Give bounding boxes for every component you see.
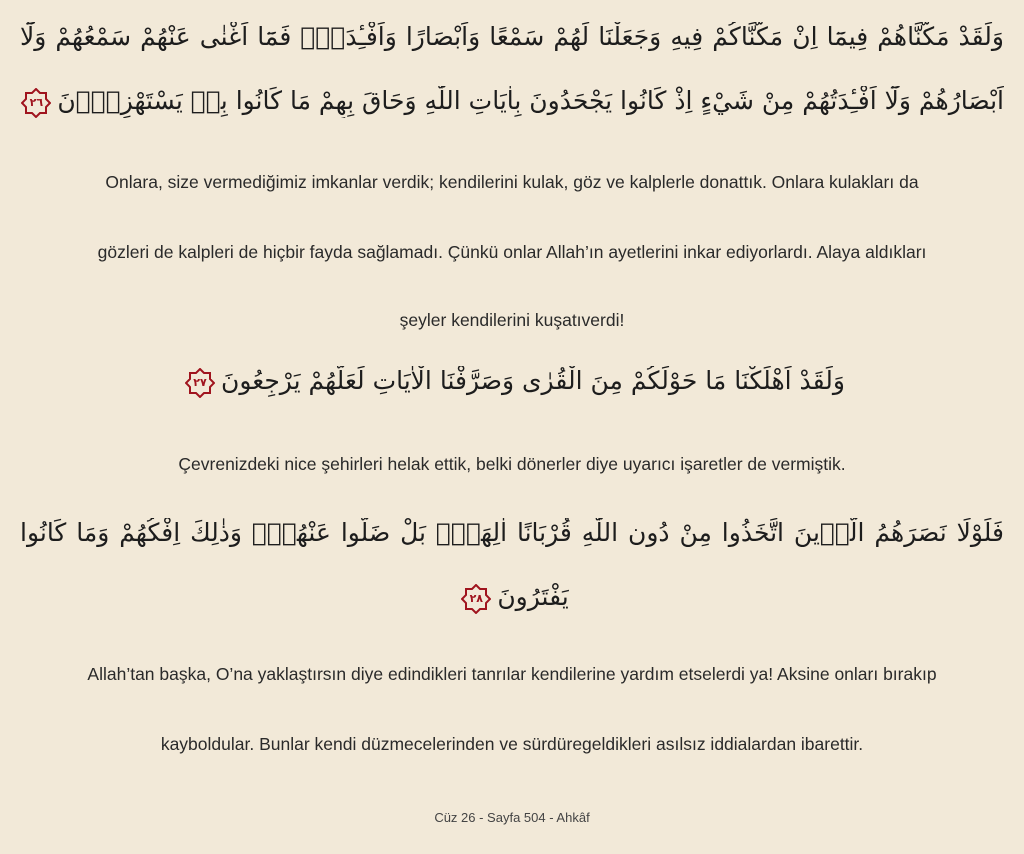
page-footer: Cüz 26 - Sayfa 504 - Ahkâf (434, 810, 590, 825)
verse-26-arabic-line-2: اَبْصَارُهُمْ وَلَٓا اَفْـِٔدَتُهُمْ مِنْ شَيْءٍ اِذْ كَانُوا يَجْحَدُونَ بِاٰيَاتِ اللّٰهِ وَحَاقَ بِهِمْ مَا كَانُوا بِه۪ يَسْتَهْزِؤُ۫نَ ٢٦ (20, 86, 1004, 118)
verse-27-number: ٢٧ (193, 375, 207, 389)
verse-27-arabic-line-1: وَلَقَدْ اَهْلَكْنَا مَا حَوْلَكُمْ مِنَ الْقُرٰى وَصَرَّفْنَا الْاٰيَاتِ لَعَلَّهُمْ يَرْجِعُونَ ٢٧ (20, 366, 1004, 398)
verse-28-arabic-line-2: يَفْتَرُونَ ٢٨ (20, 582, 1004, 614)
verse-28-translation-line-1: Allah’tan başka, O’na yaklaştırsın diye edindikleri tanrılar kendilerine yardım etselerdi ya! Aksine onları bırakıp (87, 664, 937, 684)
verse-26-number: ٢٦ (29, 95, 44, 109)
verse-28-arabic-line-1: فَلَوْلَا نَصَرَهُمُ الَّذ۪ينَ اتَّخَذُوا مِنْ دُونِ اللّٰهِ قُرْبَانًا اٰلِهَةًۜ بَلْ ضَلُّوا عَنْهُمْۚ وَذٰلِكَ اِفْكُهُمْ وَمَا كَانُوا (20, 518, 1004, 547)
verse-26-translation-line-3: şeyler kendilerini kuşatıverdi! (399, 310, 625, 330)
verse-end-marker-icon (21, 88, 51, 118)
verse-end-marker-icon (185, 368, 215, 398)
verse-27-translation-line-1: Çevrenizdeki nice şehirleri helak ettik, belki dönerler diye uyarıcı işaretler de vermiştik. (178, 454, 846, 474)
verse-28-number: ٢٨ (469, 591, 484, 605)
verse-28-translation-line-2: kayboldular. Bunlar kendi düzmecelerinden ve sürdüregeldikleri asılsız iddialardan ibarettir. (160, 734, 864, 754)
verse-end-marker-icon (461, 584, 491, 614)
verse-26-translation-line-2: gözleri de kalpleri de hiçbir fayda sağlamadı. Çünkü onlar Allah’ın ayetlerini inkar ediyorlardı. Alaya aldıkları (97, 242, 927, 262)
verse-26-translation-line-1: Onlara, size vermediğimiz imkanlar verdik; kendilerini kulak, göz ve kalplerle donattık. Onlara kulakları da (105, 172, 919, 192)
verse-26-arabic-line-1: وَلَقَدْ مَكَّنَّاهُمْ فِيمَٓا اِنْ مَكَّنَّاكُمْ فِيهِ وَجَعَلْنَا لَهُمْ سَمْعًا وَاَبْصَارًا وَاَفْـِٔدَةًۘ فَمَٓا اَغْنٰى عَنْهُمْ سَمْعُهُمْ وَلَٓا (20, 22, 1004, 51)
